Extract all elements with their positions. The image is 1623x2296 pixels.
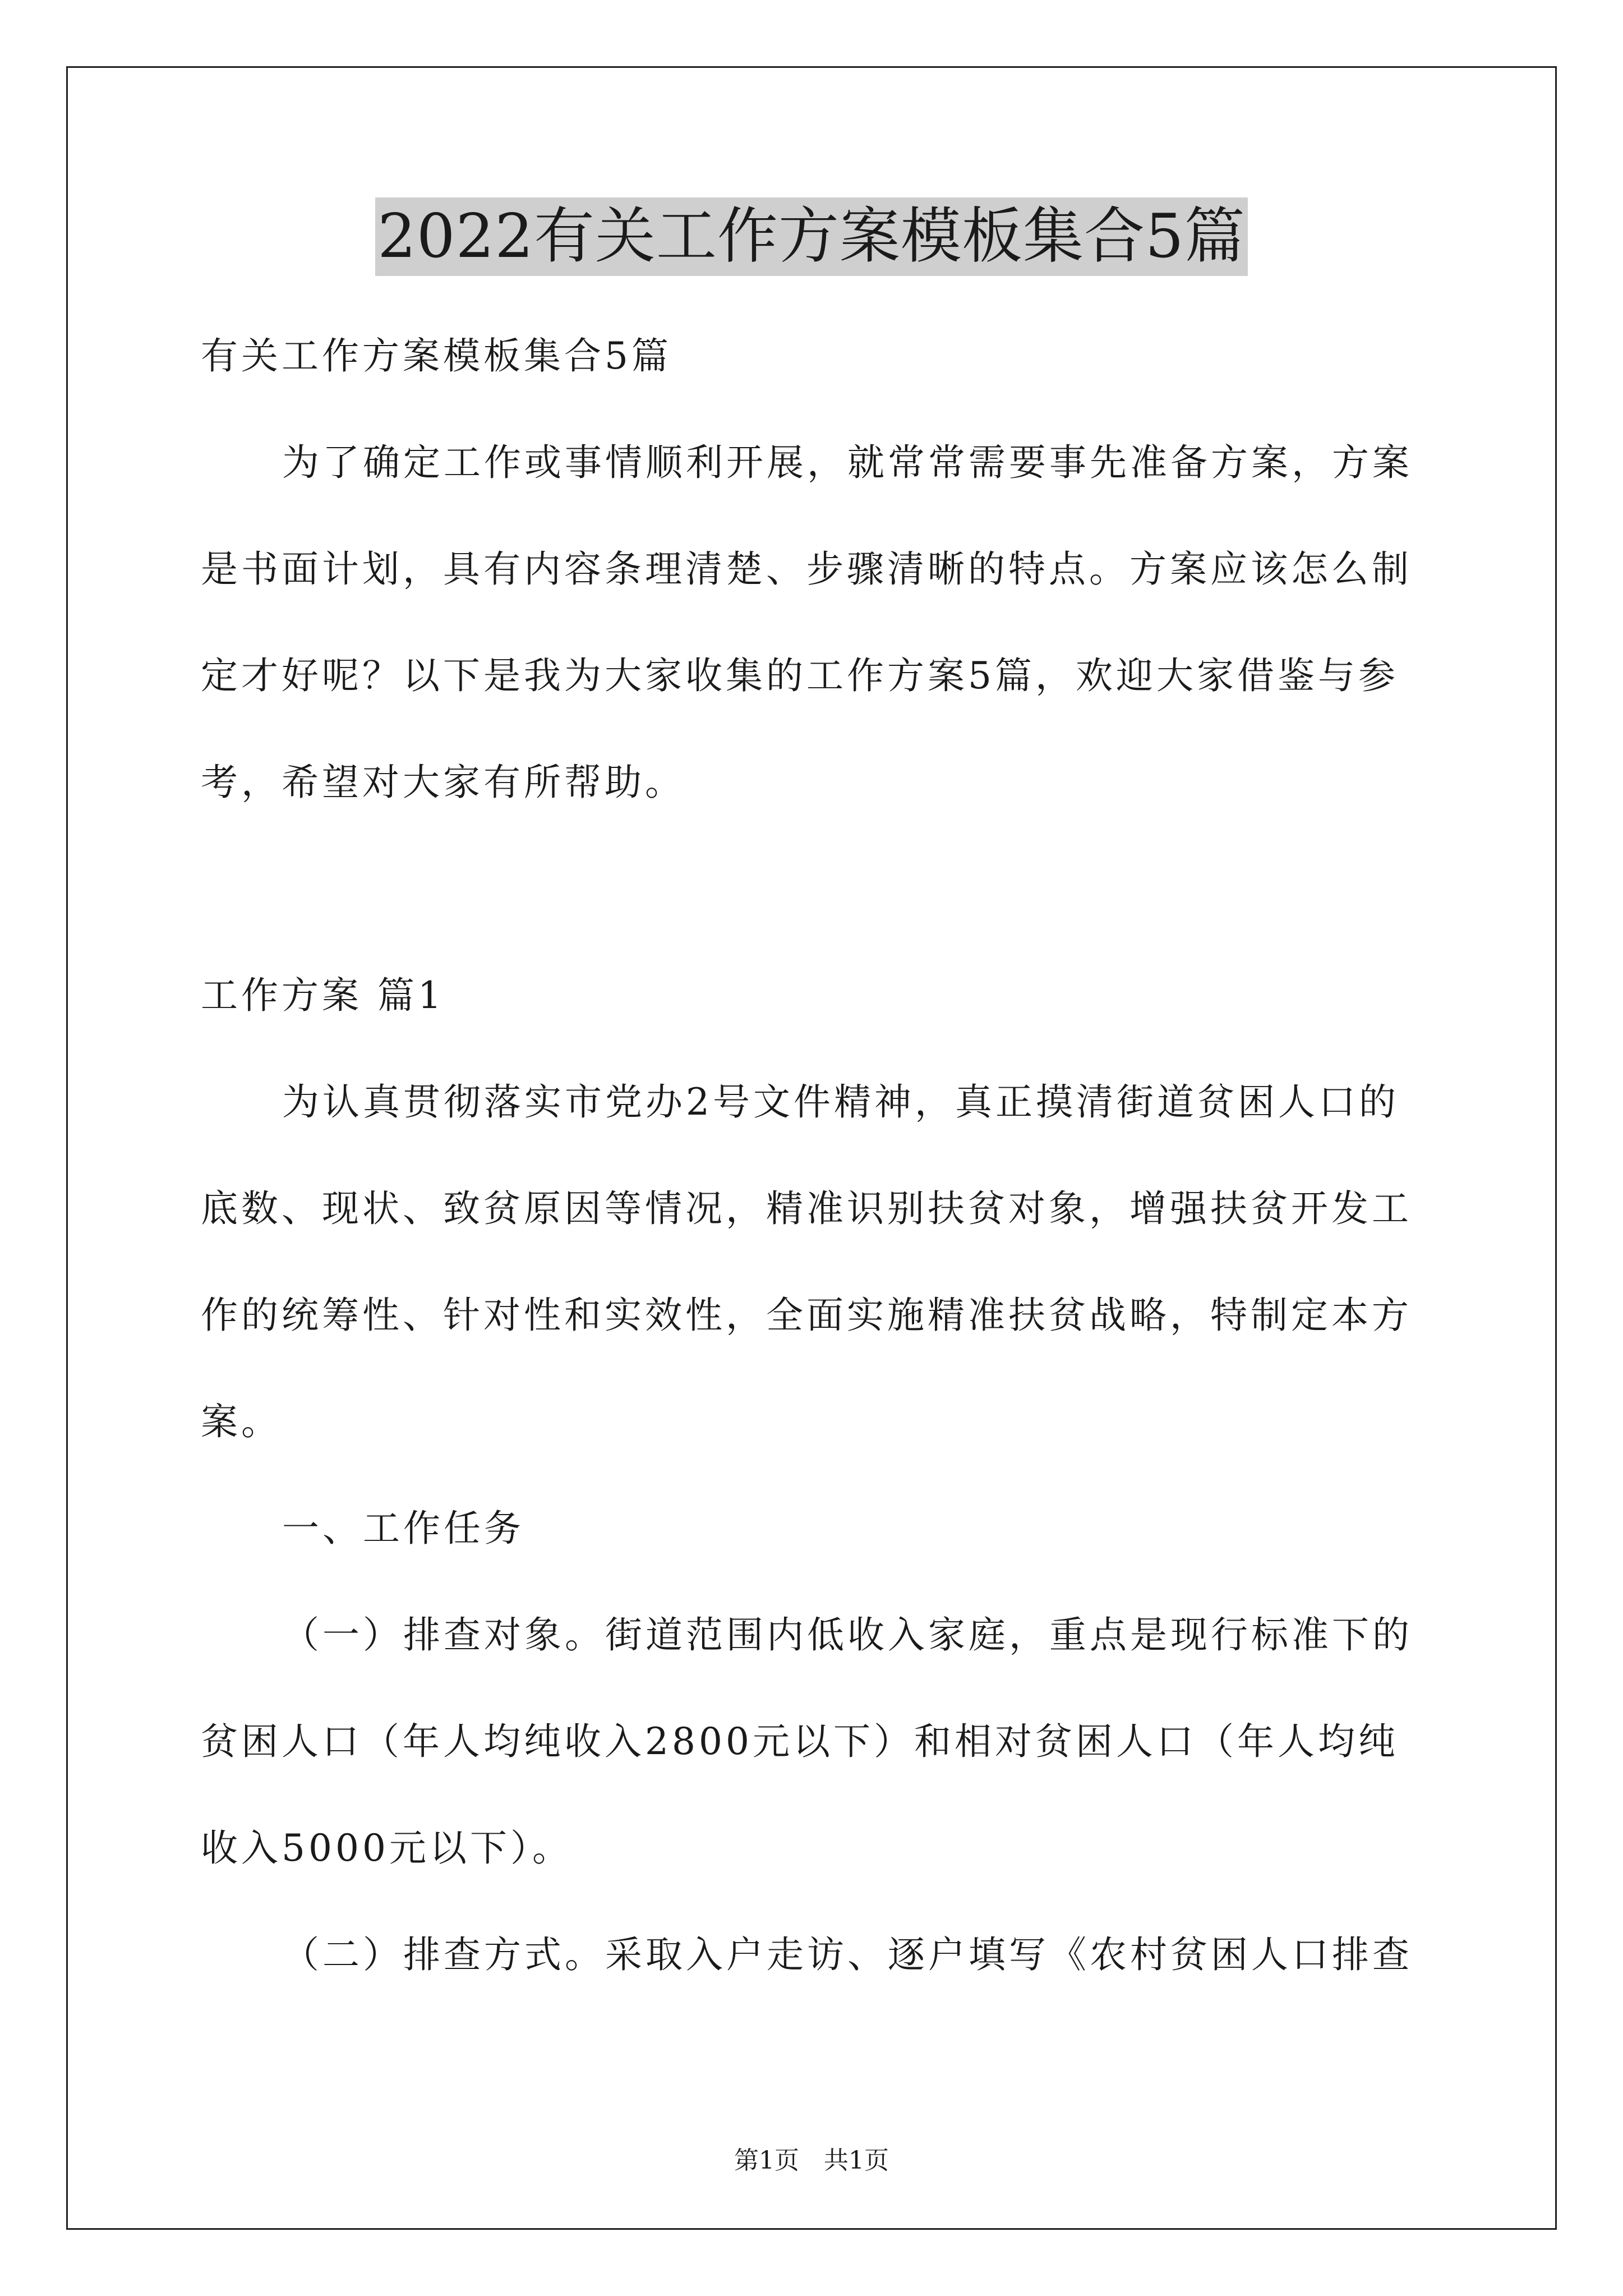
document-subtitle: 有关工作方案模板集合5篇: [201, 334, 672, 378]
page-footer: 第1页 共1页: [734, 2146, 889, 2175]
intro-paragraph: 为了确定工作或事情顺利开展，就常常需要事先准备方案，方案是书面计划，具有内容条理清楚、步骤清晰的特点。方案应该怎么制定才好呢？以下是我为大家收集的工作方案5篇，欢迎大家借鉴与参考，希望对大家有所帮助。: [201, 441, 1413, 804]
paragraph-gap: [201, 836, 1426, 942]
task-item-1: （一）排查对象。街道范围内低收入家庭，重点是现行标准下的贫困人口（年人均纯收入2800元以下）和相对贫困人口（年人均纯收入5000元以下）。: [201, 1613, 1413, 1870]
document-title: 2022有关工作方案模板集合5篇: [375, 197, 1248, 276]
document-body: [201, 303, 1426, 2008]
section-intro-paragraph: 为认真贯彻落实市党办2号文件精神，真正摸清街道贫困人口的底数、现状、致贫原因等情况，精准识别扶贫对象，增强扶贫开发工作的统筹性、针对性和实效性，全面实施精准扶贫战略，特制定本方案。: [201, 1080, 1412, 1443]
task-item-2: （二）排查方式。采取入户走访、逐户填写《农村贫困人口排查: [282, 1933, 1413, 1976]
task-heading: 一、工作任务: [282, 1507, 524, 1550]
section-heading: 工作方案 篇1: [201, 974, 445, 1017]
title-container: [0, 197, 1623, 276]
